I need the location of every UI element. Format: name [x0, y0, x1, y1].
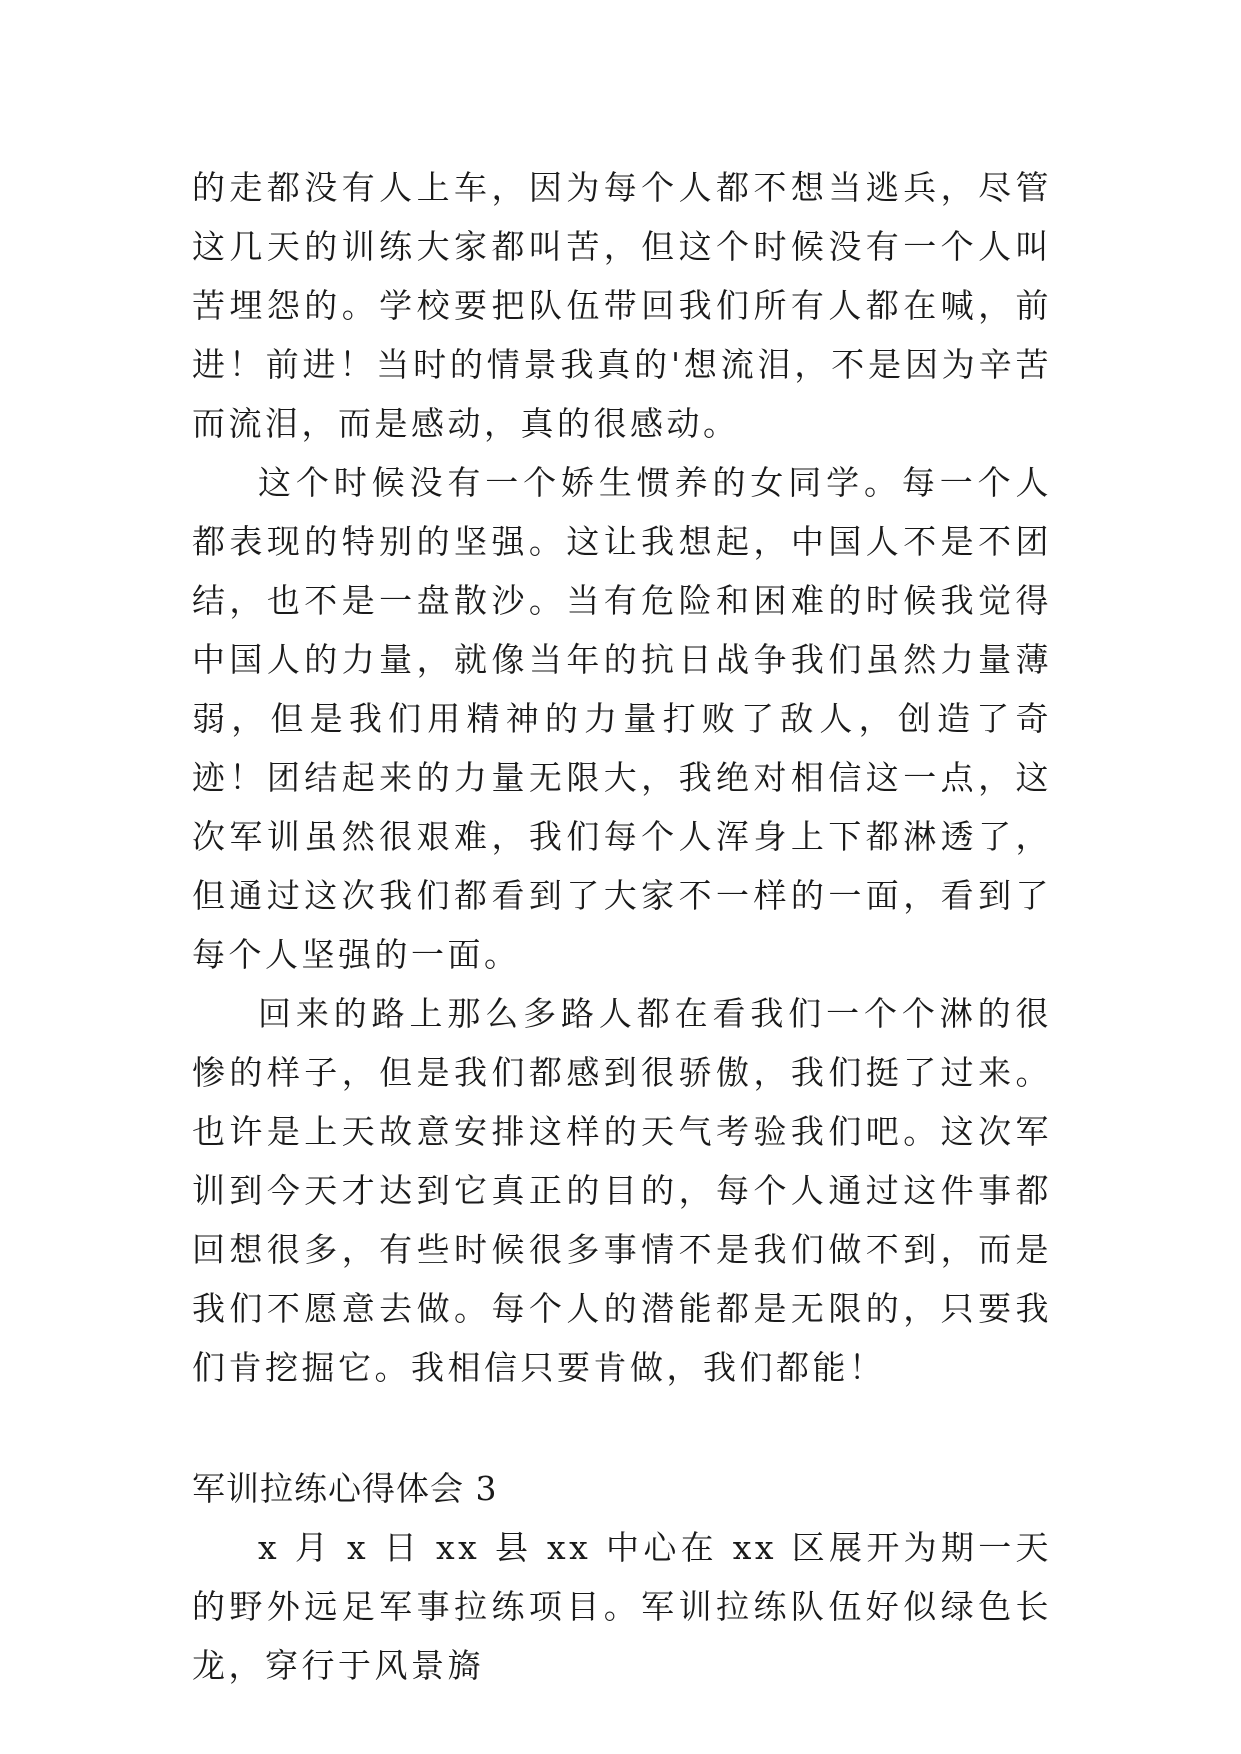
paragraph-1: 的走都没有人上车，因为每个人都不想当逃兵，尽管这几天的训练大家都叫苦，但这个时候没有一个人叫苦埋怨的。学校要把队伍带回我们所有人都在喊，前进！前进！当时的情景我真的'想流泪，不是因为辛苦而流泪，而是感动，真的很感动。 [192, 168, 1052, 443]
paragraph-4: x 月 x 日 xx 县 xx 中心在 xx 区展开为期一天的野外远足军事拉练项目。军训拉练队伍好似绿色长龙，穿行于风景旖 [192, 1528, 1052, 1685]
paragraph-2: 这个时候没有一个娇生惯养的女同学。每一个人都表现的特别的坚强。这让我想起，中国人不是不团结，也不是一盘散沙。当有危险和困难的时候我觉得中国人的力量，就像当年的抗日战争我们虽然力量薄弱，但是我们用精神的力量打败了敌人，创造了奇迹！团结起来的力量无限大，我绝对相信这一点，这次军训虽然很艰难，我们每个人浑身上下都淋透了，但通过这次我们都看到了大家不一样的一面，看到了每个人坚强的一面。 [192, 463, 1052, 974]
paragraph-3: 回来的路上那么多路人都在看我们一个个淋的很惨的样子，但是我们都感到很骄傲，我们挺了过来。也许是上天故意安排这样的天气考验我们吧。这次军训到今天才达到它真正的目的，每个人通过这件事都回想很多，有些时候很多事情不是我们做不到，而是我们不愿意去做。每个人的潜能都是无限的，只要我们肯挖掘它。我相信只要肯做，我们都能！ [192, 994, 1052, 1387]
section-title: 军训拉练心得体会 3 [192, 1469, 498, 1508]
document-body [192, 158, 1052, 1695]
